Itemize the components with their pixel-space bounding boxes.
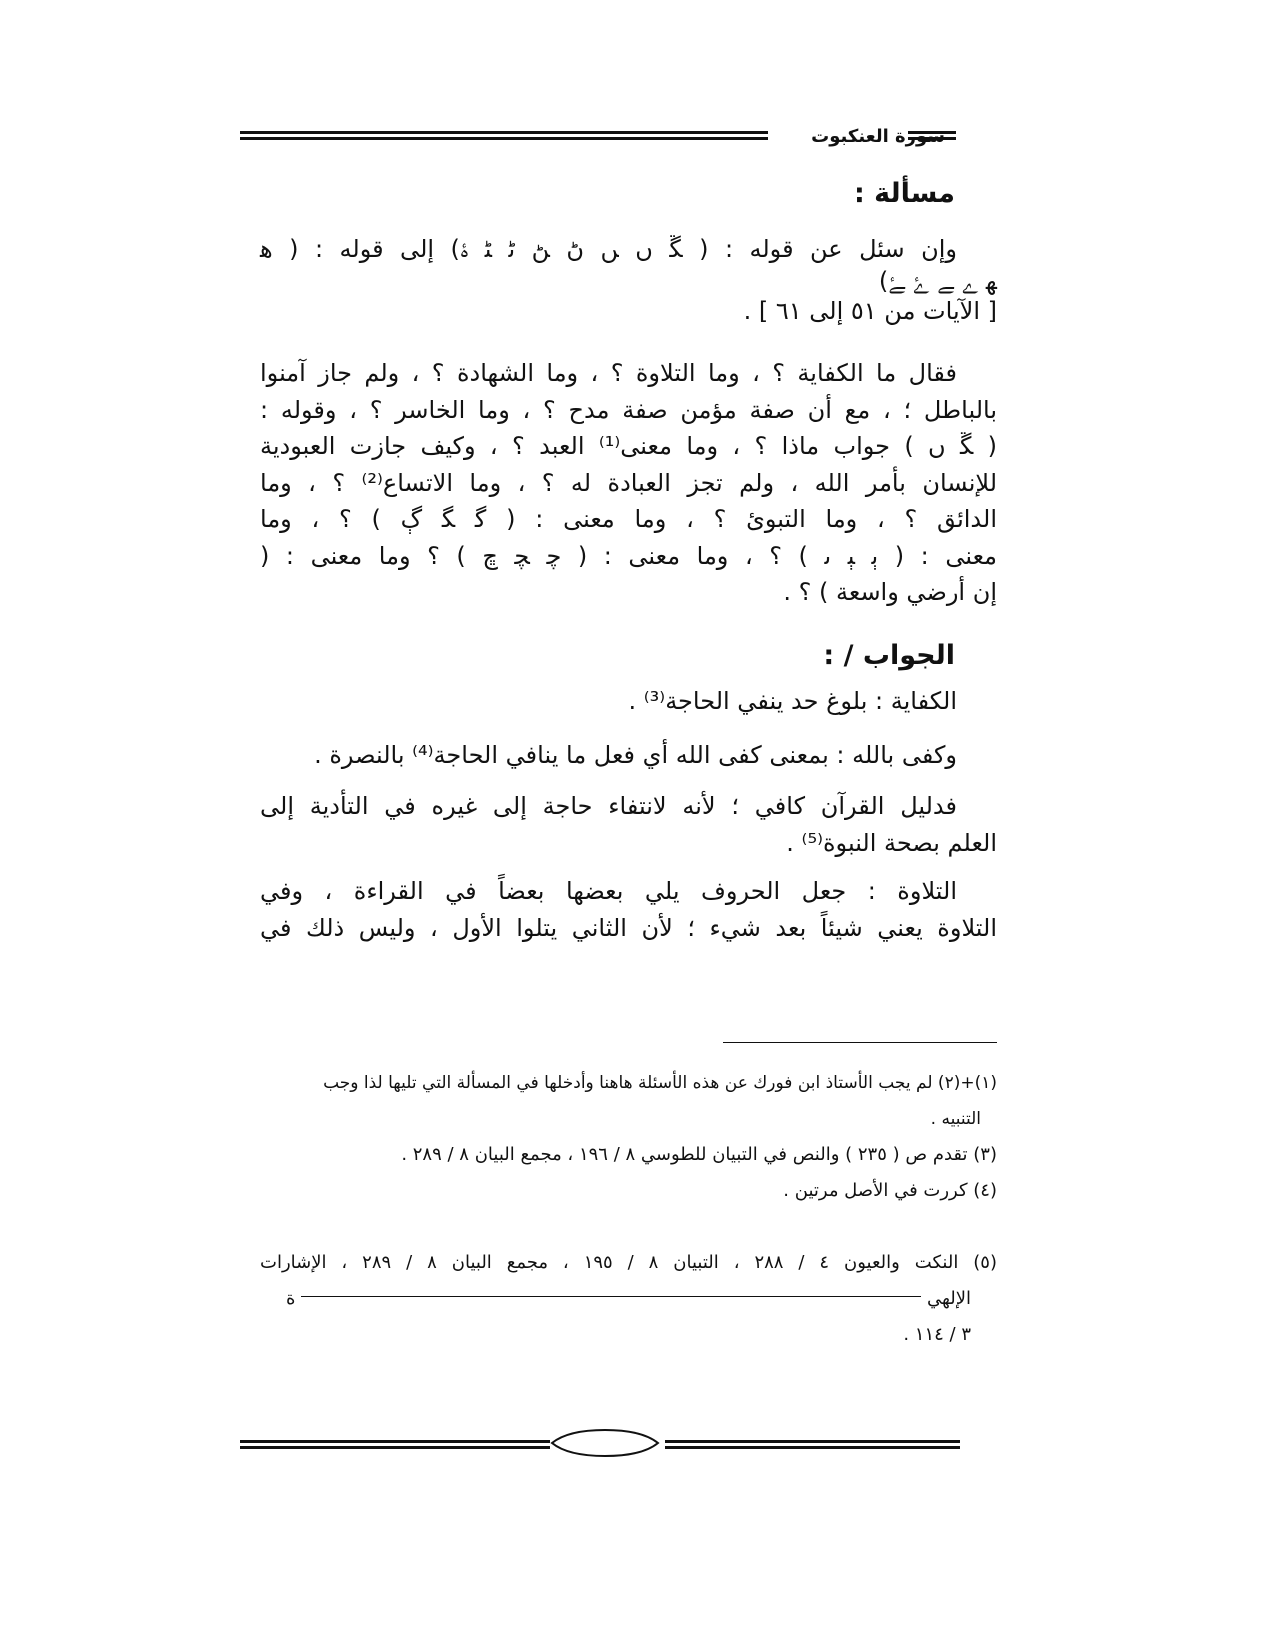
footer-rule-left <box>240 1440 550 1449</box>
question-line: [ الآيات من ٥١ إلى ٦١ ] . <box>743 297 997 325</box>
question-line: وإن سئل عن قوله : ( ﮝ ﮞ ﮟ ﮠ ﮡ ﮢ ﮣ ﮤ) إلى قوله : ( ﮬ <box>260 235 957 263</box>
footnote-5-word: الإلهي <box>926 1288 971 1309</box>
header-rule-long <box>240 131 768 140</box>
footnote-5-cont <box>260 1281 997 1317</box>
answer-line: وكفى بالله : بمعنى كفى الله أي فعل ما ينافي الحاجة⁽⁴⁾ بالنصرة . <box>314 741 957 769</box>
footnote-4: (٤) كررت في الأصل مرتين . <box>783 1180 997 1201</box>
footer-rule-right <box>665 1440 960 1449</box>
answer-line: التلاوة : جعل الحروف يلي بعضها بعضاً في القراءة ، وفي <box>260 877 957 905</box>
body-line: إن أرضي واسعة ) ؟ . <box>783 578 997 606</box>
footnote-3: (٣) تقدم ص ( ٢٣٥ ) والنص في التبيان للطوسي ٨ / ١٩٦ ، مجمع البيان ٨ / ٢٨٩ . <box>401 1144 997 1165</box>
footnote-spacer <box>260 1209 997 1245</box>
questions-body <box>260 355 997 611</box>
body-line: للإنسان بأمر الله ، ولم تجز العبادة له ؟ ، وما الاتساع⁽²⁾ ؟ ، وما <box>260 468 998 497</box>
answer-kafa <box>260 737 997 774</box>
answer-line: الكفاية : بلوغ حد ينفي الحاجة⁽³⁾ . <box>628 687 957 715</box>
footnotes <box>260 1065 997 1353</box>
footnote-1-2: (١)+(٢) لم يجب الأستاذ ابن فورك عن هذه الأسئلة هاهنا وأدخلها في المسألة التي تليها لذا وجب <box>323 1073 997 1093</box>
question-heading: مسألة : <box>853 178 955 209</box>
answer-dalil <box>260 788 997 861</box>
question-line: ﮭ ﮮ ﮯ ﮰ ﮱ) <box>878 267 997 295</box>
body-line: فقال ما الكفاية ؟ ، وما التلاوة ؟ ، وما الشهادة ؟ ، ولم جاز آمنوا <box>260 359 957 387</box>
answer-line: العلم بصحة النبوة⁽⁵⁾ . <box>786 828 997 857</box>
footnote-5: (٥) النكت والعيون ٤ / ٢٨٨ ، التبيان ٨ / ١٩٥ ، مجمع البيان ٨ / ٢٨٩ ، الإشارات <box>260 1252 997 1273</box>
page-number-oval <box>548 1428 662 1458</box>
footnote-separator <box>723 1042 997 1043</box>
footnote-5-word-end: ة <box>286 1288 296 1309</box>
answer-tilawa <box>260 873 997 946</box>
footnote-5-stretch <box>301 1296 921 1297</box>
running-header-title: سورة العنكبوت <box>811 126 945 147</box>
body-line: بالباطل ؛ ، مع أن صفة مؤمن صفة مدح ؟ ، وما الخاسر ؟ ، وقوله : <box>260 395 997 424</box>
answer-kifaya <box>260 683 997 720</box>
body-line: معنى : ( ﯦ ﯧ ﯨ ) ؟ ، وما معنى : ( ﭼ ﭽ ﭾ ) ؟ وما معنى : ( <box>260 541 997 570</box>
body-line: الدائق ؟ ، وما التبوئ ؟ ، وما معنى : ( ﮔ ﮕ ﮖ ) ؟ ، وما <box>260 505 997 533</box>
answer-heading: الجواب / : <box>823 640 955 671</box>
answer-line: فدليل القرآن كافي ؛ لأنه لانتفاء حاجة إلى غيره في التأدية إلى <box>260 792 957 820</box>
footnote-1-2-cont: التنبيه . <box>930 1109 981 1129</box>
header-rule-short <box>908 131 956 140</box>
footnote-5-page: ٣ / ١١٤ . <box>903 1324 971 1345</box>
body-line: ( ﮝ ﮞ ) جواب ماذا ؟ ، وما معنى⁽¹⁾ العبد ؟ ، وكيف جازت العبودية <box>260 432 997 460</box>
question-paragraph <box>260 232 997 326</box>
answer-line: التلاوة يعني شيئاً بعد شيء ؛ لأن الثاني يتلوا الأول ، وليس ذلك في <box>260 913 997 942</box>
